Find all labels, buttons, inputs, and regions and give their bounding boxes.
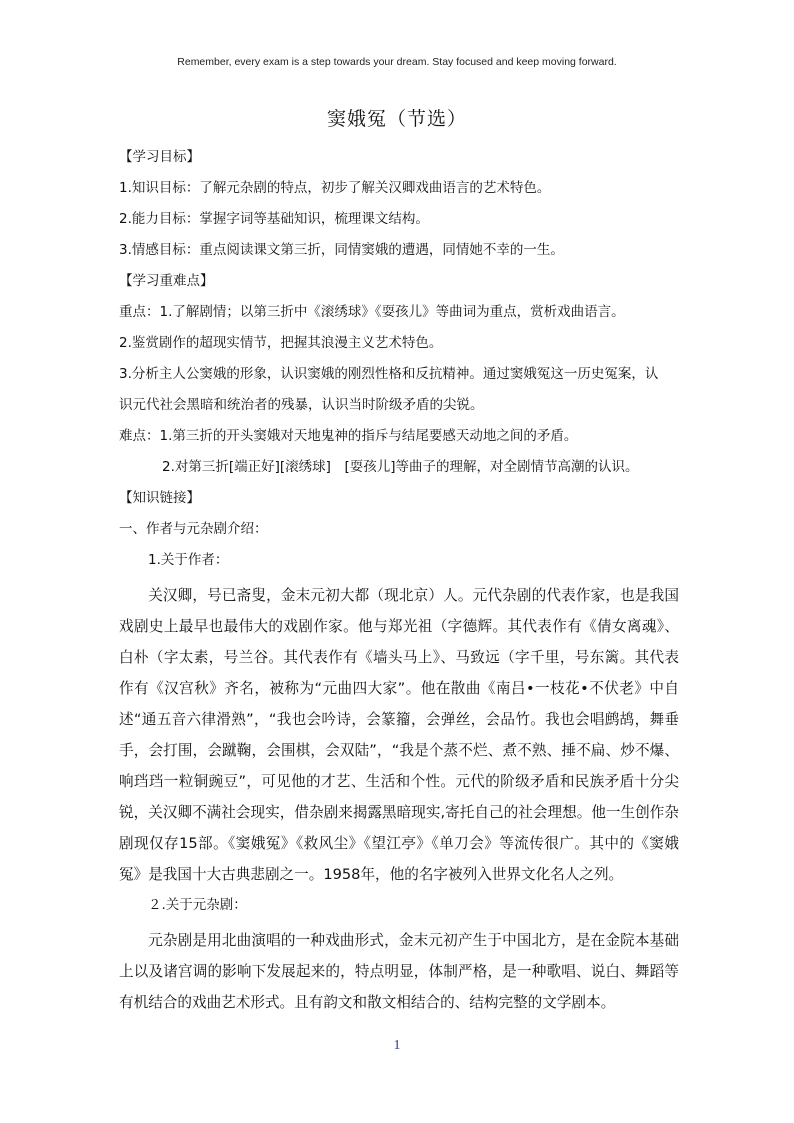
section-heading-goals: 【学习目标】 (119, 149, 200, 165)
goal-emotion: 3.情感目标：重点阅读课文第三折，同情窦娥的遭遇，同情她不幸的一生。 (119, 242, 564, 258)
section-heading-key-points: 【学习重难点】 (119, 273, 214, 289)
paragraph-about-author: 关汉卿，号已斋叟，金末元初大都（现北京）人。元代杂剧的代表作家，也是我国戏剧史上最早也最伟大的戏剧作家。他与郑光祖（字德辉。其代表作有《倩女离魂》、白朴（字太素，号兰谷。其代表作有《墙头马上》、马致远（字千里，号东篱。其代表作有《汉宫秋》齐名，被称为“元曲四大家”。他在散曲《南吕•一枝花•不伏老》中自述“通五音六律滑熟”，“我也会吟诗，会篆籀，会弹丝，会品竹。我也会唱鹧鸪，舞垂手，会打围，会蹴鞠，会围棋，会双陆”，“我是个蒸不烂、煮不熟、捶不扁、炒不爆、响珰珰一粒铜豌豆”，可见他的才艺、生活和个性。元代的阶级矛盾和民族矛盾十分尖锐，关汉卿不满社会现实，借杂剧来揭露黑暗现实,寄托自己的社会理想。他一生创作杂剧现仅存15部。《窦娥冤》《救风尘》《望江亭》《单刀会》等流传很广。其中的《窦娥冤》是我国十大古典悲剧之一。1958年，他的名字被列入世界文化名人之列。 (119, 587, 679, 883)
difficulty-2: 2.对第三折[端正好][滚绣球] [耍孩儿]等曲子的理解，对全剧情节高潮的认识。 (162, 459, 639, 475)
document-title: 窦娥冤（节选） (326, 108, 467, 130)
page-header-motto: Remember, every exam is a step towards your dream. Stay focused and keep moving forward. (177, 56, 617, 68)
key-point-2: 2.鉴赏剧作的超现实情节，把握其浪漫主义艺术特色。 (119, 335, 443, 351)
subsection-author-and-zaju: 一、作者与元杂剧介绍： (119, 521, 268, 537)
document-body (119, 142, 679, 1018)
subheading-about-author: 1.关于作者： (148, 552, 229, 568)
key-point-3-continued: 识元代社会黑暗和统治者的残暴，认识当时阶级矛盾的尖锐。 (119, 397, 484, 413)
key-point-3: 3.分析主人公窦娥的形象，认识窦娥的刚烈性格和反抗精神。通过窦娥冤这一历史冤案，认 (119, 366, 659, 382)
section-heading-knowledge-link: 【知识链接】 (119, 490, 200, 506)
key-point-1: 重点：1.了解剧情；以第三折中《滚绣球》《耍孩儿》等曲词为重点，赏析戏曲语言。 (119, 304, 625, 320)
page-number: 1 (393, 1038, 401, 1053)
subheading-about-zaju: ２.关于元杂剧： (148, 897, 247, 913)
paragraph-about-zaju: 元杂剧是用北曲演唱的一种戏曲形式，金末元初产生于中国北方，是在金院本基础上以及诸宫调的影响下发展起来的，特点明显，体制严格，是一种歌唱、说白、舞蹈等有机结合的戏曲艺术形式。且有韵文和散文相结合的、结构完整的文学剧本。 (119, 932, 679, 1011)
difficulty-1: 难点：1.第三折的开头窦娥对天地鬼神的指斥与结尾要感天动地之间的矛盾。 (119, 428, 578, 444)
goal-knowledge: 1.知识目标：了解元杂剧的特点，初步了解关汉卿戏曲语言的艺术特色。 (119, 180, 551, 196)
goal-ability: 2.能力目标：掌握字词等基础知识，梳理课文结构。 (119, 211, 429, 227)
